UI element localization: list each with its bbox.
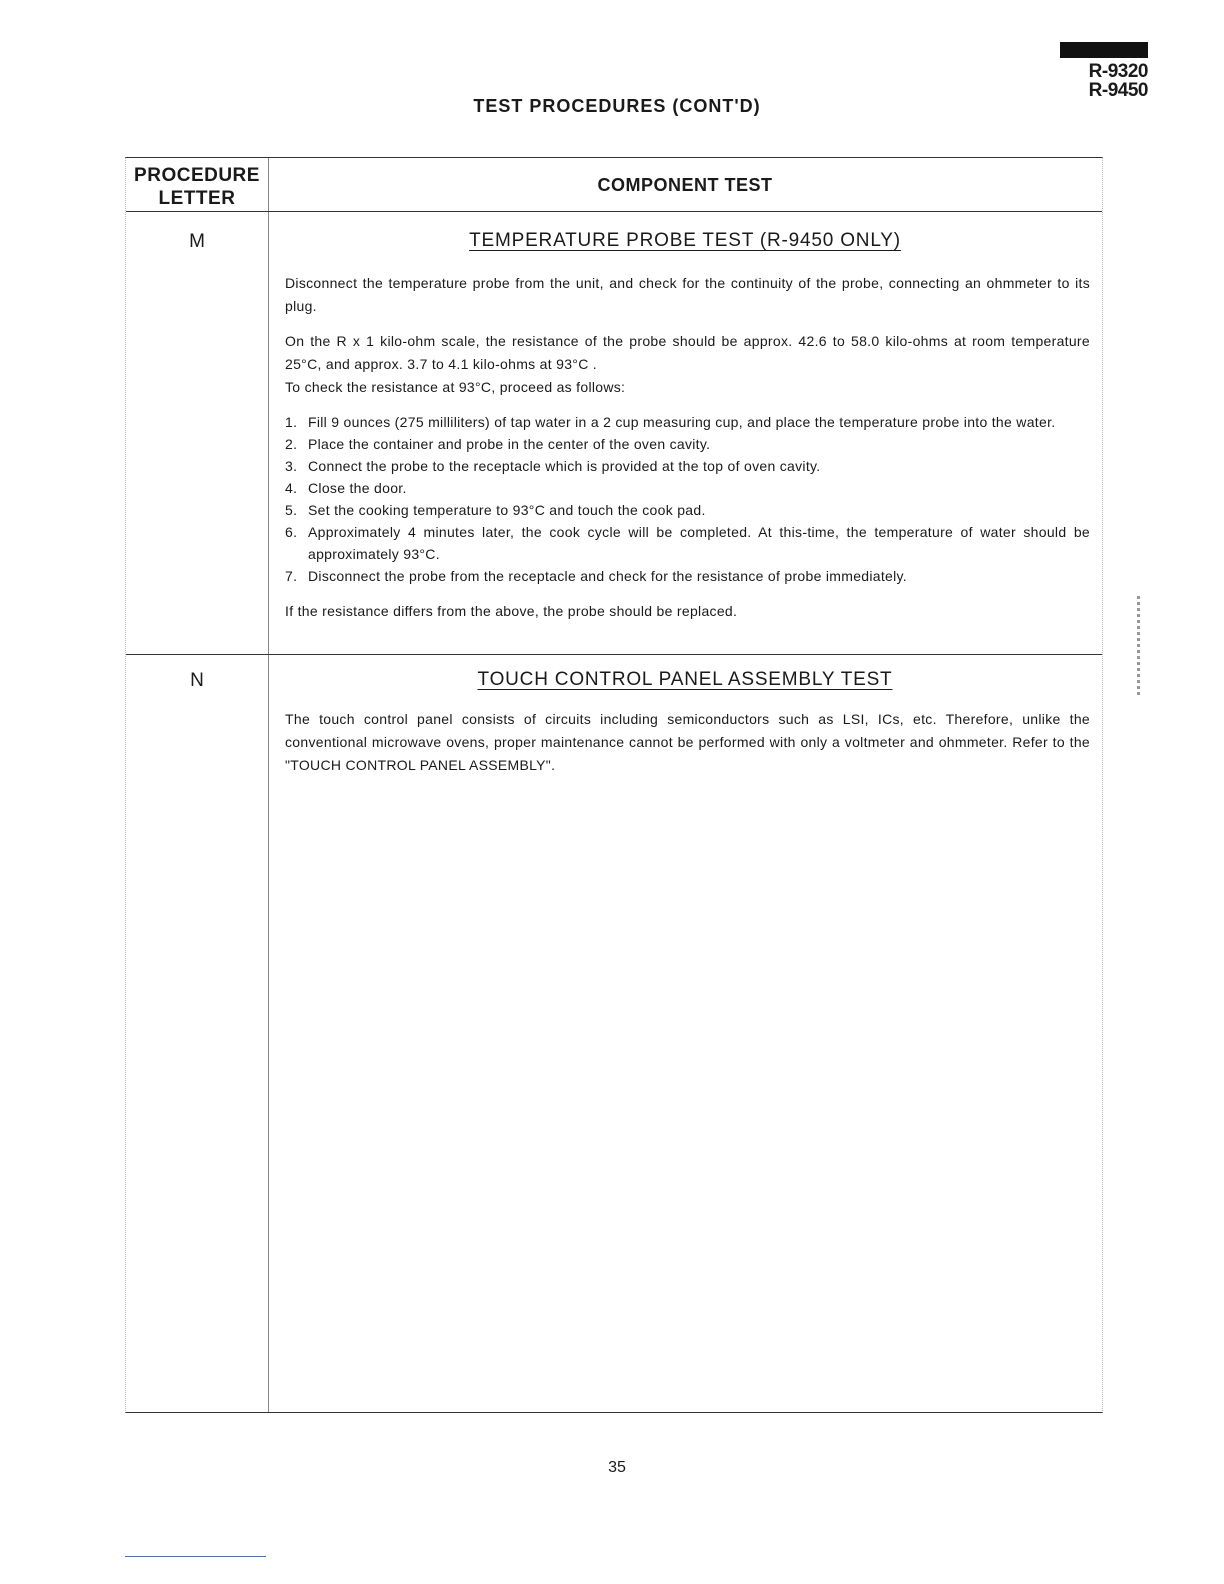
- section-title-text: TOUCH CONTROL PANEL ASSEMBLY TEST: [477, 669, 893, 690]
- probe-conclusion: If the resistance differs from the above, the probe should be replaced.: [285, 603, 738, 619]
- model-number-block: [1058, 42, 1148, 100]
- probe-check-instruction: To check the resistance at 93°C, proceed as follows:: [285, 379, 626, 395]
- probe-steps-list: [285, 411, 1090, 587]
- touch-control-content: [285, 708, 1090, 777]
- procedure-table: [125, 157, 1103, 1413]
- procedure-letter-n: N: [190, 670, 204, 691]
- header-rule: [126, 211, 1102, 212]
- model-number-r9320: R-9320: [1088, 61, 1148, 82]
- temperature-probe-content: [285, 272, 1090, 623]
- column-divider: [268, 158, 269, 1412]
- list-item: 6. Approximately 4 minutes later, the cook cycle will be completed. At this-time, the temperature of water should be approximately 93°C.: [285, 524, 1090, 562]
- list-item: 4. Close the door.: [285, 480, 407, 496]
- procedure-letter-header-line-2: LETTER: [158, 188, 236, 209]
- procedure-letter-header-line-1: PROCEDURE: [134, 165, 260, 186]
- section-title-text: TEMPERATURE PROBE TEST (R-9450 ONLY): [469, 230, 901, 251]
- list-item: 2. Place the container and probe in the center of the oven cavity.: [285, 436, 711, 452]
- procedure-letter-header: [126, 164, 268, 210]
- section-title-touch-control-panel: [268, 669, 1102, 691]
- component-test-header: COMPONENT TEST: [597, 175, 773, 195]
- list-item: 1. Fill 9 ounces (275 milliliters) of tap water in a 2 cup measuring cup, and place the temperature probe into the water.: [285, 414, 1056, 430]
- list-item: 3. Connect the probe to the receptacle which is provided at the top of oven cavity.: [285, 458, 821, 474]
- touch-control-paragraph: The touch control panel consists of circuits including semiconductors such as LSI, ICs, etc. Therefore, unlike the conventional microwave ovens, proper maintenance cannot be performed with only a voltmeter and ohmmeter. Refer to the "TOUCH CONTROL PANEL ASSEMBLY".: [285, 711, 1090, 773]
- procedure-letter-m: M: [189, 231, 205, 252]
- footer-rule: [125, 1556, 266, 1557]
- list-item: 5. Set the cooking temperature to 93°C and touch the cook pad.: [285, 502, 706, 518]
- model-number-r9450: R-9450: [1088, 80, 1148, 101]
- page-number: 35: [608, 1459, 626, 1476]
- list-item: 7. Disconnect the probe from the receptacle and check for the resistance of probe immediately.: [285, 568, 908, 584]
- probe-resistance-paragraph: On the R x 1 kilo-ohm scale, the resistance of the probe should be approx. 42.6 to 58.0 kilo-ohms at room temperature 25°C, and approx. 3.7 to 4.1 kilo-ohms at 93°C .: [285, 333, 1090, 372]
- probe-intro-paragraph: Disconnect the temperature probe from the unit, and check for the continuity of the probe, connecting an ohmmeter to its plug.: [285, 275, 1090, 314]
- header-black-bar: [1060, 42, 1148, 58]
- page-title: TEST PROCEDURES (CONT'D): [473, 96, 761, 116]
- row-divider: [126, 654, 1102, 655]
- margin-scan-mark: [1137, 596, 1140, 696]
- section-title-temperature-probe: [268, 230, 1102, 252]
